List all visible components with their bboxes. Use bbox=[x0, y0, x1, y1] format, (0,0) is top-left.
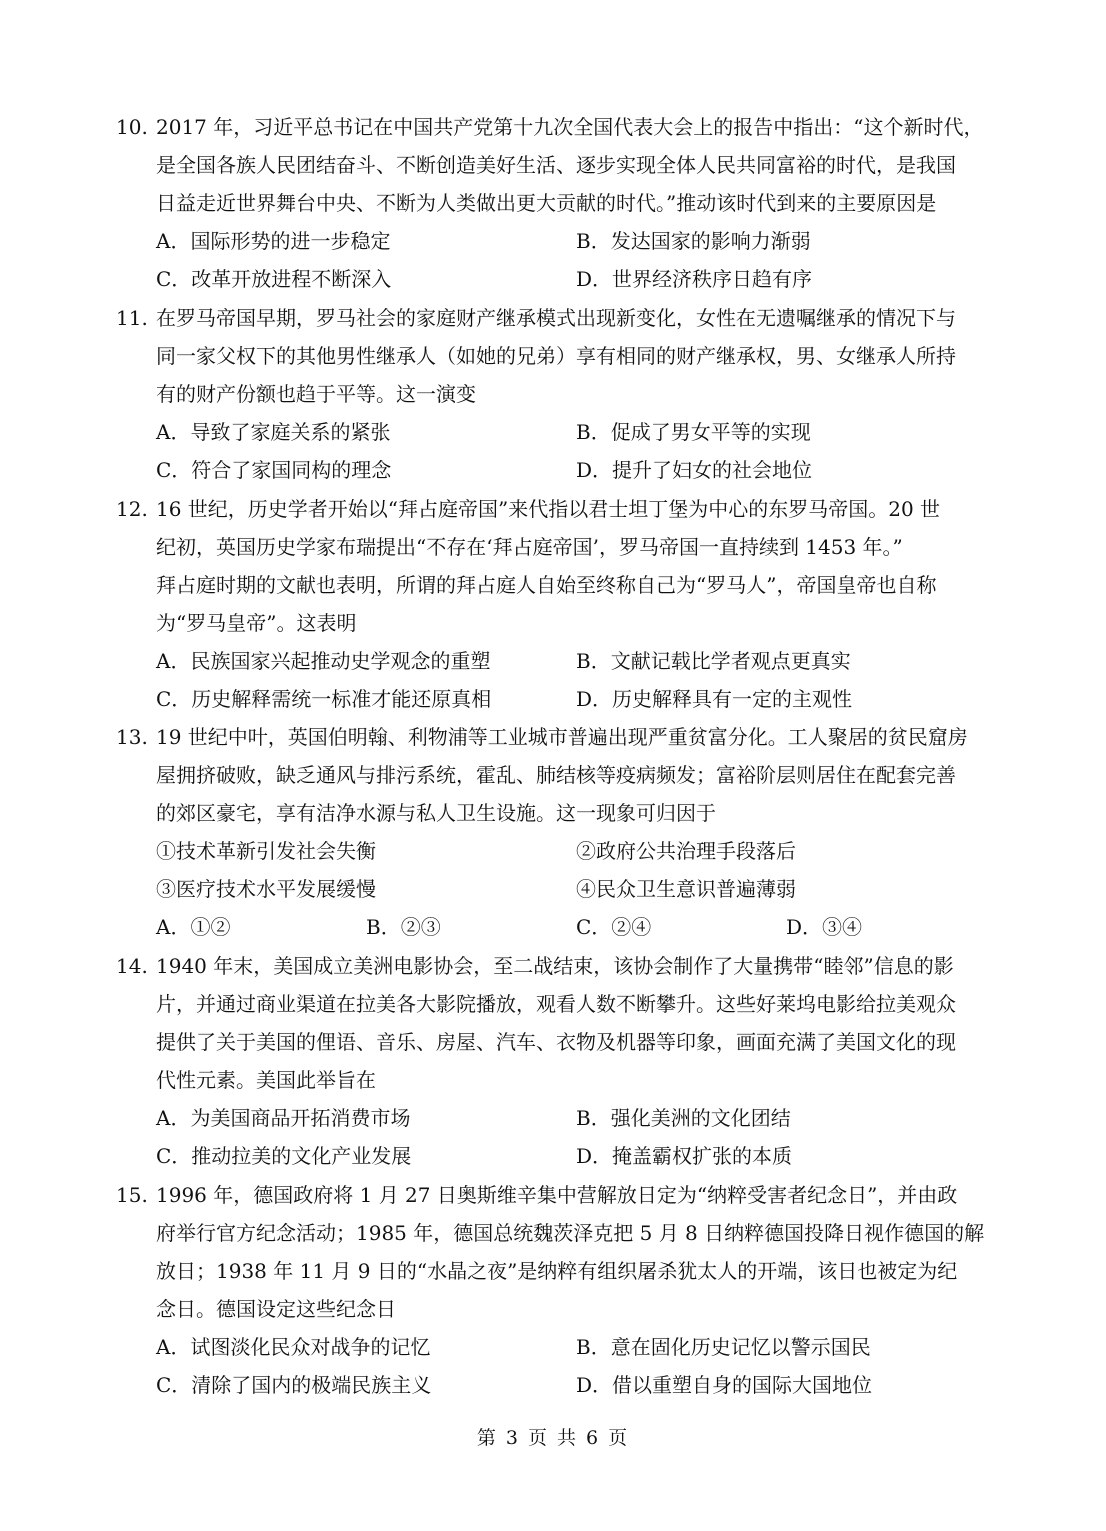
option-d: D．提升了妇女的社会地位 bbox=[576, 458, 813, 482]
option-d: D．掩盖霸权扩张的本质 bbox=[576, 1144, 793, 1168]
stem-line: 1996 年，德国政府将 1 月 27 日奥斯维辛集中营解放日定为“纳粹受害者纪念日”，并由政 bbox=[156, 1183, 958, 1207]
statement-3: ③医疗技术水平发展缓慢 bbox=[156, 877, 376, 901]
question-stem bbox=[156, 108, 996, 222]
stem-line: 有的财产份额也趋于平等。这一演变 bbox=[156, 382, 476, 406]
question-stem bbox=[156, 299, 996, 413]
stem-line: 拜占庭时期的文献也表明，所谓的拜占庭人自始至终称自己为“罗马人”，帝国皇帝也自称 bbox=[156, 573, 937, 597]
option-c: C．历史解释需统一标准才能还原真相 bbox=[156, 687, 492, 711]
stem-line: 的郊区豪宅，享有洁净水源与私人卫生设施。这一现象可归因于 bbox=[156, 801, 716, 825]
option-d: D．世界经济秩序日趋有序 bbox=[576, 267, 813, 291]
option-b: B．强化美洲的文化团结 bbox=[576, 1106, 791, 1130]
option-a: A．国际形势的进一步稳定 bbox=[156, 229, 391, 253]
stem-line: 日益走近世界舞台中央、不断为人类做出更大贡献的时代。”推动该时代到来的主要原因是 bbox=[156, 191, 937, 215]
option-b: B．促成了男女平等的实现 bbox=[576, 420, 811, 444]
option-d: D．历史解释具有一定的主观性 bbox=[576, 687, 853, 711]
stem-line: 同一家父权下的其他男性继承人（如她的兄弟）享有相同的财产继承权，男、女继承人所持 bbox=[156, 344, 956, 368]
option-c: C．改革开放进程不断深入 bbox=[156, 267, 392, 291]
answer-options bbox=[156, 1099, 996, 1175]
option-b: B．意在固化历史记忆以警示国民 bbox=[576, 1335, 871, 1359]
stem-line: 1940 年末，美国成立美洲电影协会，至二战结束，该协会制作了大量携带“睦邻”信息的影 bbox=[156, 954, 954, 978]
answer-options bbox=[156, 1328, 996, 1404]
stem-line: 在罗马帝国早期，罗马社会的家庭财产继承模式出现新变化，女性在无遗嘱继承的情况下与 bbox=[156, 306, 956, 330]
option-a: A．试图淡化民众对战争的记忆 bbox=[156, 1335, 431, 1359]
stem-line: 屋拥挤破败，缺乏通风与排污系统，霍乱、肺结核等疫病频发；富裕阶层则居住在配套完善 bbox=[156, 763, 956, 787]
option-d: D．③④ bbox=[786, 915, 863, 939]
option-b: B．发达国家的影响力渐弱 bbox=[576, 229, 811, 253]
question-stem bbox=[156, 1176, 996, 1328]
question-stem bbox=[156, 718, 996, 832]
option-a: A．为美国商品开拓消费市场 bbox=[156, 1106, 411, 1130]
question-14 bbox=[116, 947, 996, 1175]
stem-line: 19 世纪中叶，英国伯明翰、利物浦等工业城市普遍出现严重贫富分化。工人聚居的贫民窟房 bbox=[156, 725, 968, 749]
question-number: 14. bbox=[116, 954, 148, 978]
question-number: 11. bbox=[116, 306, 148, 330]
answer-options bbox=[156, 642, 996, 718]
option-a: A．导致了家庭关系的紧张 bbox=[156, 420, 391, 444]
stem-line: 2017 年，习近平总书记在中国共产党第十九次全国代表大会上的报告中指出：“这个新时代， bbox=[156, 115, 984, 139]
statement-items bbox=[156, 832, 996, 946]
question-11 bbox=[116, 299, 996, 489]
option-c: C．符合了家国同构的理念 bbox=[156, 458, 392, 482]
option-c: C．清除了国内的极端民族主义 bbox=[156, 1373, 432, 1397]
question-13 bbox=[116, 718, 996, 946]
option-a: A．①② bbox=[156, 915, 231, 939]
answer-options bbox=[156, 222, 996, 298]
question-stem bbox=[156, 490, 996, 642]
stem-line: 放日；1938 年 11 月 9 日的“水晶之夜”是纳粹有组织屠杀犹太人的开端，该日也被定为纪 bbox=[156, 1259, 958, 1283]
statement-2: ②政府公共治理手段落后 bbox=[576, 839, 796, 863]
stem-line: 提供了关于美国的俚语、音乐、房屋、汽车、衣物及机器等印象，画面充满了美国文化的现 bbox=[156, 1030, 956, 1054]
question-12 bbox=[116, 490, 996, 718]
question-number: 15. bbox=[116, 1183, 148, 1207]
option-d: D．借以重塑自身的国际大国地位 bbox=[576, 1373, 873, 1397]
question-number: 12. bbox=[116, 497, 148, 521]
stem-line: 代性元素。美国此举旨在 bbox=[156, 1068, 376, 1092]
question-15 bbox=[116, 1176, 996, 1404]
statement-1: ①技术革新引发社会失衡 bbox=[156, 839, 376, 863]
question-number: 13. bbox=[116, 725, 148, 749]
statement-4: ④民众卫生意识普遍薄弱 bbox=[576, 877, 796, 901]
stem-line: 16 世纪，历史学者开始以“拜占庭帝国”来代指以君士坦丁堡为中心的东罗马帝国。20 世 bbox=[156, 497, 941, 521]
stem-line: 是全国各族人民团结奋斗、不断创造美好生活、逐步实现全体人民共同富裕的时代，是我国 bbox=[156, 153, 956, 177]
page-number-footer: 第 3 页 共 6 页 bbox=[476, 1427, 630, 1449]
question-10 bbox=[116, 108, 996, 298]
question-stem bbox=[156, 947, 996, 1099]
question-number: 10. bbox=[116, 115, 148, 139]
stem-line: 纪初，英国历史学家布瑞提出“不存在‘拜占庭帝国’，罗马帝国一直持续到 1453 年。” bbox=[156, 535, 903, 559]
option-b: B．②③ bbox=[366, 915, 441, 939]
stem-line: 片，并通过商业渠道在拉美各大影院播放，观看人数不断攀升。这些好莱坞电影给拉美观众 bbox=[156, 992, 956, 1016]
stem-line: 念日。德国设定这些纪念日 bbox=[156, 1297, 396, 1321]
option-b: B．文献记载比学者观点更真实 bbox=[576, 649, 851, 673]
stem-line: 为“罗马皇帝”。这表明 bbox=[156, 611, 357, 635]
stem-line: 府举行官方纪念活动；1985 年，德国总统魏茨泽克把 5 月 8 日纳粹德国投降日视作德国的解 bbox=[156, 1221, 985, 1245]
answer-options bbox=[156, 908, 996, 946]
option-c: C．推动拉美的文化产业发展 bbox=[156, 1144, 412, 1168]
option-a: A．民族国家兴起推动史学观念的重塑 bbox=[156, 649, 491, 673]
option-c: C．②④ bbox=[576, 915, 652, 939]
answer-options bbox=[156, 413, 996, 489]
